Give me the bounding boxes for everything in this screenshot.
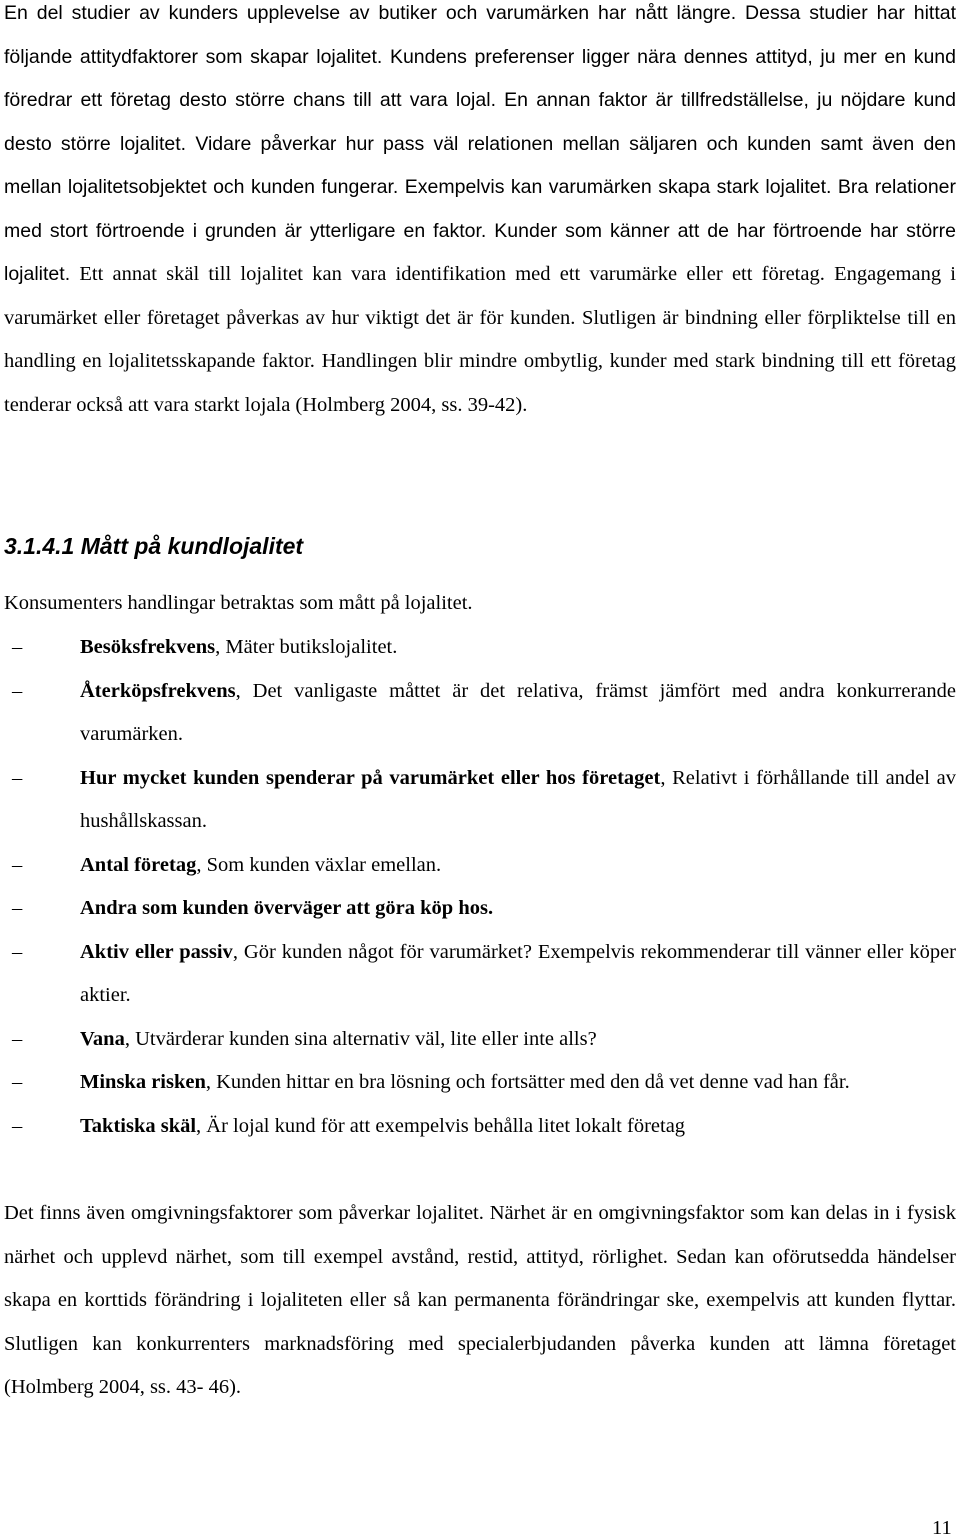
list-item-description: , Kunden hittar en bra lösning och fortsätter med den då vet denne vad han får. [205,1071,850,1093]
list-item-description: , Gör kunden något för varumärket? Exempelvis rekommenderar till vänner eller köper aktier. [80,940,956,1006]
list-item-term: Återköpsfrekvens [80,679,236,702]
list-item-term: Taktiska skäl [80,1114,197,1137]
dash-bullet: – [12,679,23,702]
list-item-description: , Utvärderar kunden sina alternativ väl, lite eller inte alls? [124,1027,597,1050]
list-item [4,931,956,1018]
list-item-term: Besöksfrekvens [80,636,216,658]
list-item [4,1105,956,1149]
list-item-description: , Mäter butikslojalitet. [215,636,398,658]
list-item-description: , Det vanligaste måttet är det relativa, främst jämfört med andra konkurrerande varumärken. [80,679,956,745]
intro-paragraph: Konsumenters handlingar betraktas som mått på lojalitet. [4,592,473,614]
paragraph-attitude-factors [4,0,956,427]
list-item [4,844,956,888]
page-number: 11 [932,1517,952,1539]
section-heading: 3.1.4.1 Mått på kundlojalitet [4,533,304,559]
list-item-term: Hur mycket kunden spenderar på varumärket eller hos företaget [80,766,661,789]
dash-bullet: – [12,940,23,963]
list-item [4,757,956,844]
paragraph-attitude-factors-part1: En del studier av kunders upplevelse av butiker och varumärken har nått längre. Dessa studier har hittat följande attitydfaktorer som skapar lojalitet. Kundens preferenser ligger nära dennes attityd, ju mer en kund föredrar ett företag desto större chans till att vara lojal. En annan faktor är tillfredställelse, ju nöjdare kund desto större lojalitet. Vidare påverkar hur pass väl relationen mellan säljaren och kunden samt även den mellan lojalitetsobjektet och kunden fungerar. Exempelvis kan varumärken skapa stark lojalitet. Bra relationer med stort förtroende i grunden är ytterligare en faktor. Kunder som känner att de har förtroende har större lojalitet. [4,2,956,285]
list-item [4,1018,956,1062]
dash-bullet: – [12,897,23,919]
list-item [4,1061,956,1105]
dash-bullet: – [12,766,23,789]
list-item [4,670,956,757]
dash-bullet: – [12,853,23,876]
list-item-term: Andra som kunden överväger att göra köp hos. [80,897,494,919]
list-item-term: Aktiv eller passiv [80,940,233,963]
paragraph-environment-factors: Det finns även omgivningsfaktorer som påverkar lojalitet. Närhet är en omgivningsfaktor som kan delas in i fysisk närhet och upplevd närhet, som till exempel avstånd, restid, attityd, rörlighet. Sedan kan oförutsedda händelser skapa en korttids förändring i lojaliteten eller så kan permanenta förändringar ske, exempelvis att kunden flyttar. Slutligen kan konkurrenters marknadsföring med specialerbjudanden påverka kunden att lämna företaget (Holmberg 2004, ss. 43- 46). [4,1202,956,1398]
list-item [4,887,956,931]
loyalty-measures-list [4,626,956,1148]
dash-bullet: – [12,636,23,658]
list-item [4,626,956,670]
dash-bullet: – [12,1071,23,1093]
list-item-term: Minska risken [80,1071,206,1093]
list-item-description: , Som kunden växlar emellan. [196,853,442,876]
list-item-description: , Relativt i förhållande till andel av hushållskassan. [80,766,956,832]
dash-bullet: – [12,1114,23,1137]
list-item-term: Vana [80,1027,125,1050]
list-item-term: Antal företag [80,853,197,876]
list-item-description: , Är lojal kund för att exempelvis behålla litet lokalt företag [196,1114,686,1137]
dash-bullet: – [12,1027,23,1050]
paragraph-attitude-factors-part2: Ett annat skäl till lojalitet kan vara identifikation med ett varumärke eller ett företag. Engagemang i varumärket eller företaget påverkas av hur viktigt det är för kunden. Slutligen är bindning eller förpliktelse till en handling en lojalitetsskapande faktor. Handlingen blir mindre ombytlig, kunder med stark bindning till ett företag tenderar också att vara starkt lojala (Holmberg 2004, ss. 39-42). [4,263,956,416]
